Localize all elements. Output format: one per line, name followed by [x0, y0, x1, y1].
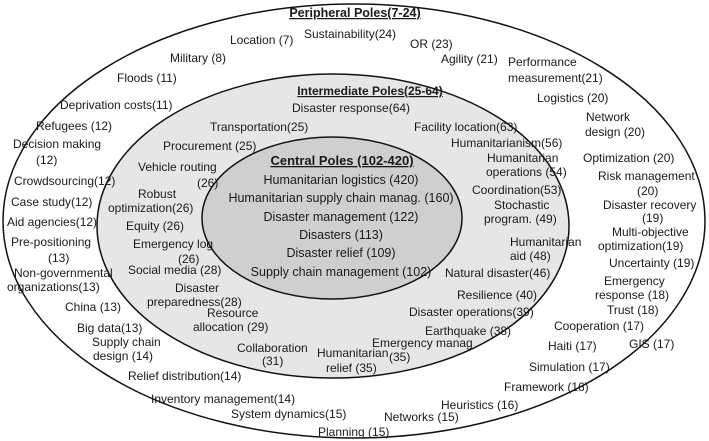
central-title: Central Poles (102-420) — [270, 153, 414, 168]
central-item: Supply chain management (102) — [250, 265, 432, 279]
intermediate-item: Resource — [207, 306, 259, 320]
intermediate-title: Intermediate Poles(25-64) — [297, 84, 443, 98]
peripheral-item: Network — [586, 110, 631, 124]
peripheral-item: OR (23) — [410, 37, 453, 51]
peripheral-item: Non-governmental — [14, 266, 113, 280]
intermediate-item: (31) — [262, 354, 284, 368]
peripheral-item: Inventory management(14) — [151, 392, 296, 406]
peripheral-item: Crowdsourcing(12) — [14, 174, 116, 188]
peripheral-item: Planning (15) — [318, 425, 390, 439]
peripheral-item: response (18) — [595, 288, 670, 302]
peripheral-item: Haiti (17) — [548, 339, 597, 353]
peripheral-item: Agility (21) — [441, 52, 498, 66]
intermediate-item: Disaster operations(39) — [409, 305, 534, 319]
intermediate-item: program. (49) — [484, 212, 557, 226]
peripheral-item: Disaster recovery — [603, 198, 697, 212]
peripheral-item: Sustainability(24) — [304, 27, 397, 41]
peripheral-item: Aid agencies(12) — [7, 215, 98, 229]
peripheral-item: Logistics (20) — [537, 91, 609, 105]
intermediate-item: Emergency manag — [372, 336, 473, 350]
peripheral-item: Big data(13) — [77, 321, 143, 335]
intermediate-item: aid (48) — [510, 249, 551, 263]
central-item: Disaster management (122) — [263, 210, 419, 224]
peripheral-item: China (13) — [65, 300, 122, 314]
central-item: Disasters (113) — [299, 228, 383, 242]
intermediate-item: Stochastic — [494, 198, 550, 212]
peripheral-item: Refugees (12) — [36, 119, 113, 133]
peripheral-item: Location (7) — [230, 33, 294, 47]
peripheral-item: (13) — [48, 251, 70, 265]
intermediate-item: Humanitarianism(56) — [451, 136, 563, 150]
intermediate-item: Collaboration — [237, 341, 308, 355]
peripheral-item: (19) — [642, 211, 664, 225]
peripheral-item: (12) — [36, 153, 58, 167]
peripheral-item: design (14) — [93, 349, 154, 363]
peripheral-item: GIS (17) — [629, 337, 675, 351]
intermediate-item: Earthquake (38) — [425, 324, 512, 338]
intermediate-item: Procurement (25) — [163, 139, 257, 153]
peripheral-item: optimization(19) — [598, 239, 684, 253]
intermediate-item: Disaster response(64) — [292, 101, 411, 115]
peripheral-item: measurement(21) — [508, 71, 603, 85]
peripheral-item: Simulation (17) — [529, 360, 610, 374]
intermediate-item: (26) — [178, 252, 200, 266]
peripheral-item: Emergency — [604, 274, 665, 288]
intermediate-item: relief (35) — [326, 361, 377, 375]
peripheral-item: Supply chain — [92, 335, 161, 349]
intermediate-item: Facility location(63) — [414, 120, 518, 134]
intermediate-item: Robust — [138, 187, 177, 201]
intermediate-item: Resilience (40) — [457, 288, 538, 302]
intermediate-item: preparedness(28) — [147, 295, 242, 309]
intermediate-item: Transportation(25) — [210, 120, 309, 134]
central-item: Humanitarian supply chain manag. (160) — [228, 191, 454, 205]
peripheral-item: Trust (18) — [607, 303, 659, 317]
peripheral-item: (20) — [637, 184, 659, 198]
peripheral-item: Optimization (20) — [583, 151, 675, 165]
intermediate-item: Social media (28) — [128, 263, 222, 277]
peripheral-item: Deprivation costs(11) — [60, 98, 173, 112]
peripheral-item: Floods (11) — [117, 71, 177, 85]
intermediate-item: Humanitarian — [317, 346, 389, 360]
intermediate-item: Vehicle routing — [138, 160, 217, 174]
peripheral-item: Multi-objective — [612, 225, 689, 239]
peripheral-item: Military (8) — [170, 51, 226, 65]
intermediate-item: Natural disaster(46) — [445, 266, 551, 280]
intermediate-item: (35) — [389, 350, 411, 364]
peripheral-item: Decision making — [13, 137, 102, 151]
intermediate-item: (26) — [197, 176, 219, 190]
intermediate-item: Disaster — [175, 281, 220, 295]
peripheral-item: Networks (15) — [384, 410, 459, 424]
peripheral-item: Risk management — [598, 169, 695, 183]
peripheral-title: Peripheral Poles(7-24) — [289, 6, 421, 20]
peripheral-item: Heuristics (16) — [441, 398, 519, 412]
peripheral-item: Performance — [508, 55, 577, 69]
intermediate-item: operations (54) — [486, 165, 567, 179]
intermediate-item: optimization(26) — [108, 201, 194, 215]
peripheral-item: Pre-positioning — [11, 235, 92, 249]
peripheral-item: Framework (16) — [504, 380, 589, 394]
intermediate-item: Humanitarian — [487, 151, 559, 165]
peripheral-item: design (20) — [585, 125, 646, 139]
intermediate-item: Emergency log — [133, 237, 214, 251]
peripheral-item: organizations(13) — [7, 280, 100, 294]
peripheral-item: Case study(12) — [11, 195, 93, 209]
central-item: Humanitarian logistics (420) — [263, 173, 419, 187]
peripheral-item: System dynamics(15) — [231, 407, 347, 421]
peripheral-item: Cooperation (17) — [554, 319, 645, 333]
intermediate-item: allocation (29) — [193, 320, 269, 334]
peripheral-item: Relief distribution(14) — [128, 369, 242, 383]
central-item: Disaster relief (109) — [286, 246, 396, 260]
peripheral-item: Uncertainty (19) — [609, 256, 695, 270]
intermediate-item: Coordination(53) — [472, 183, 562, 197]
intermediate-item: Humanitarian — [510, 235, 582, 249]
intermediate-item: Equity (26) — [126, 219, 185, 233]
